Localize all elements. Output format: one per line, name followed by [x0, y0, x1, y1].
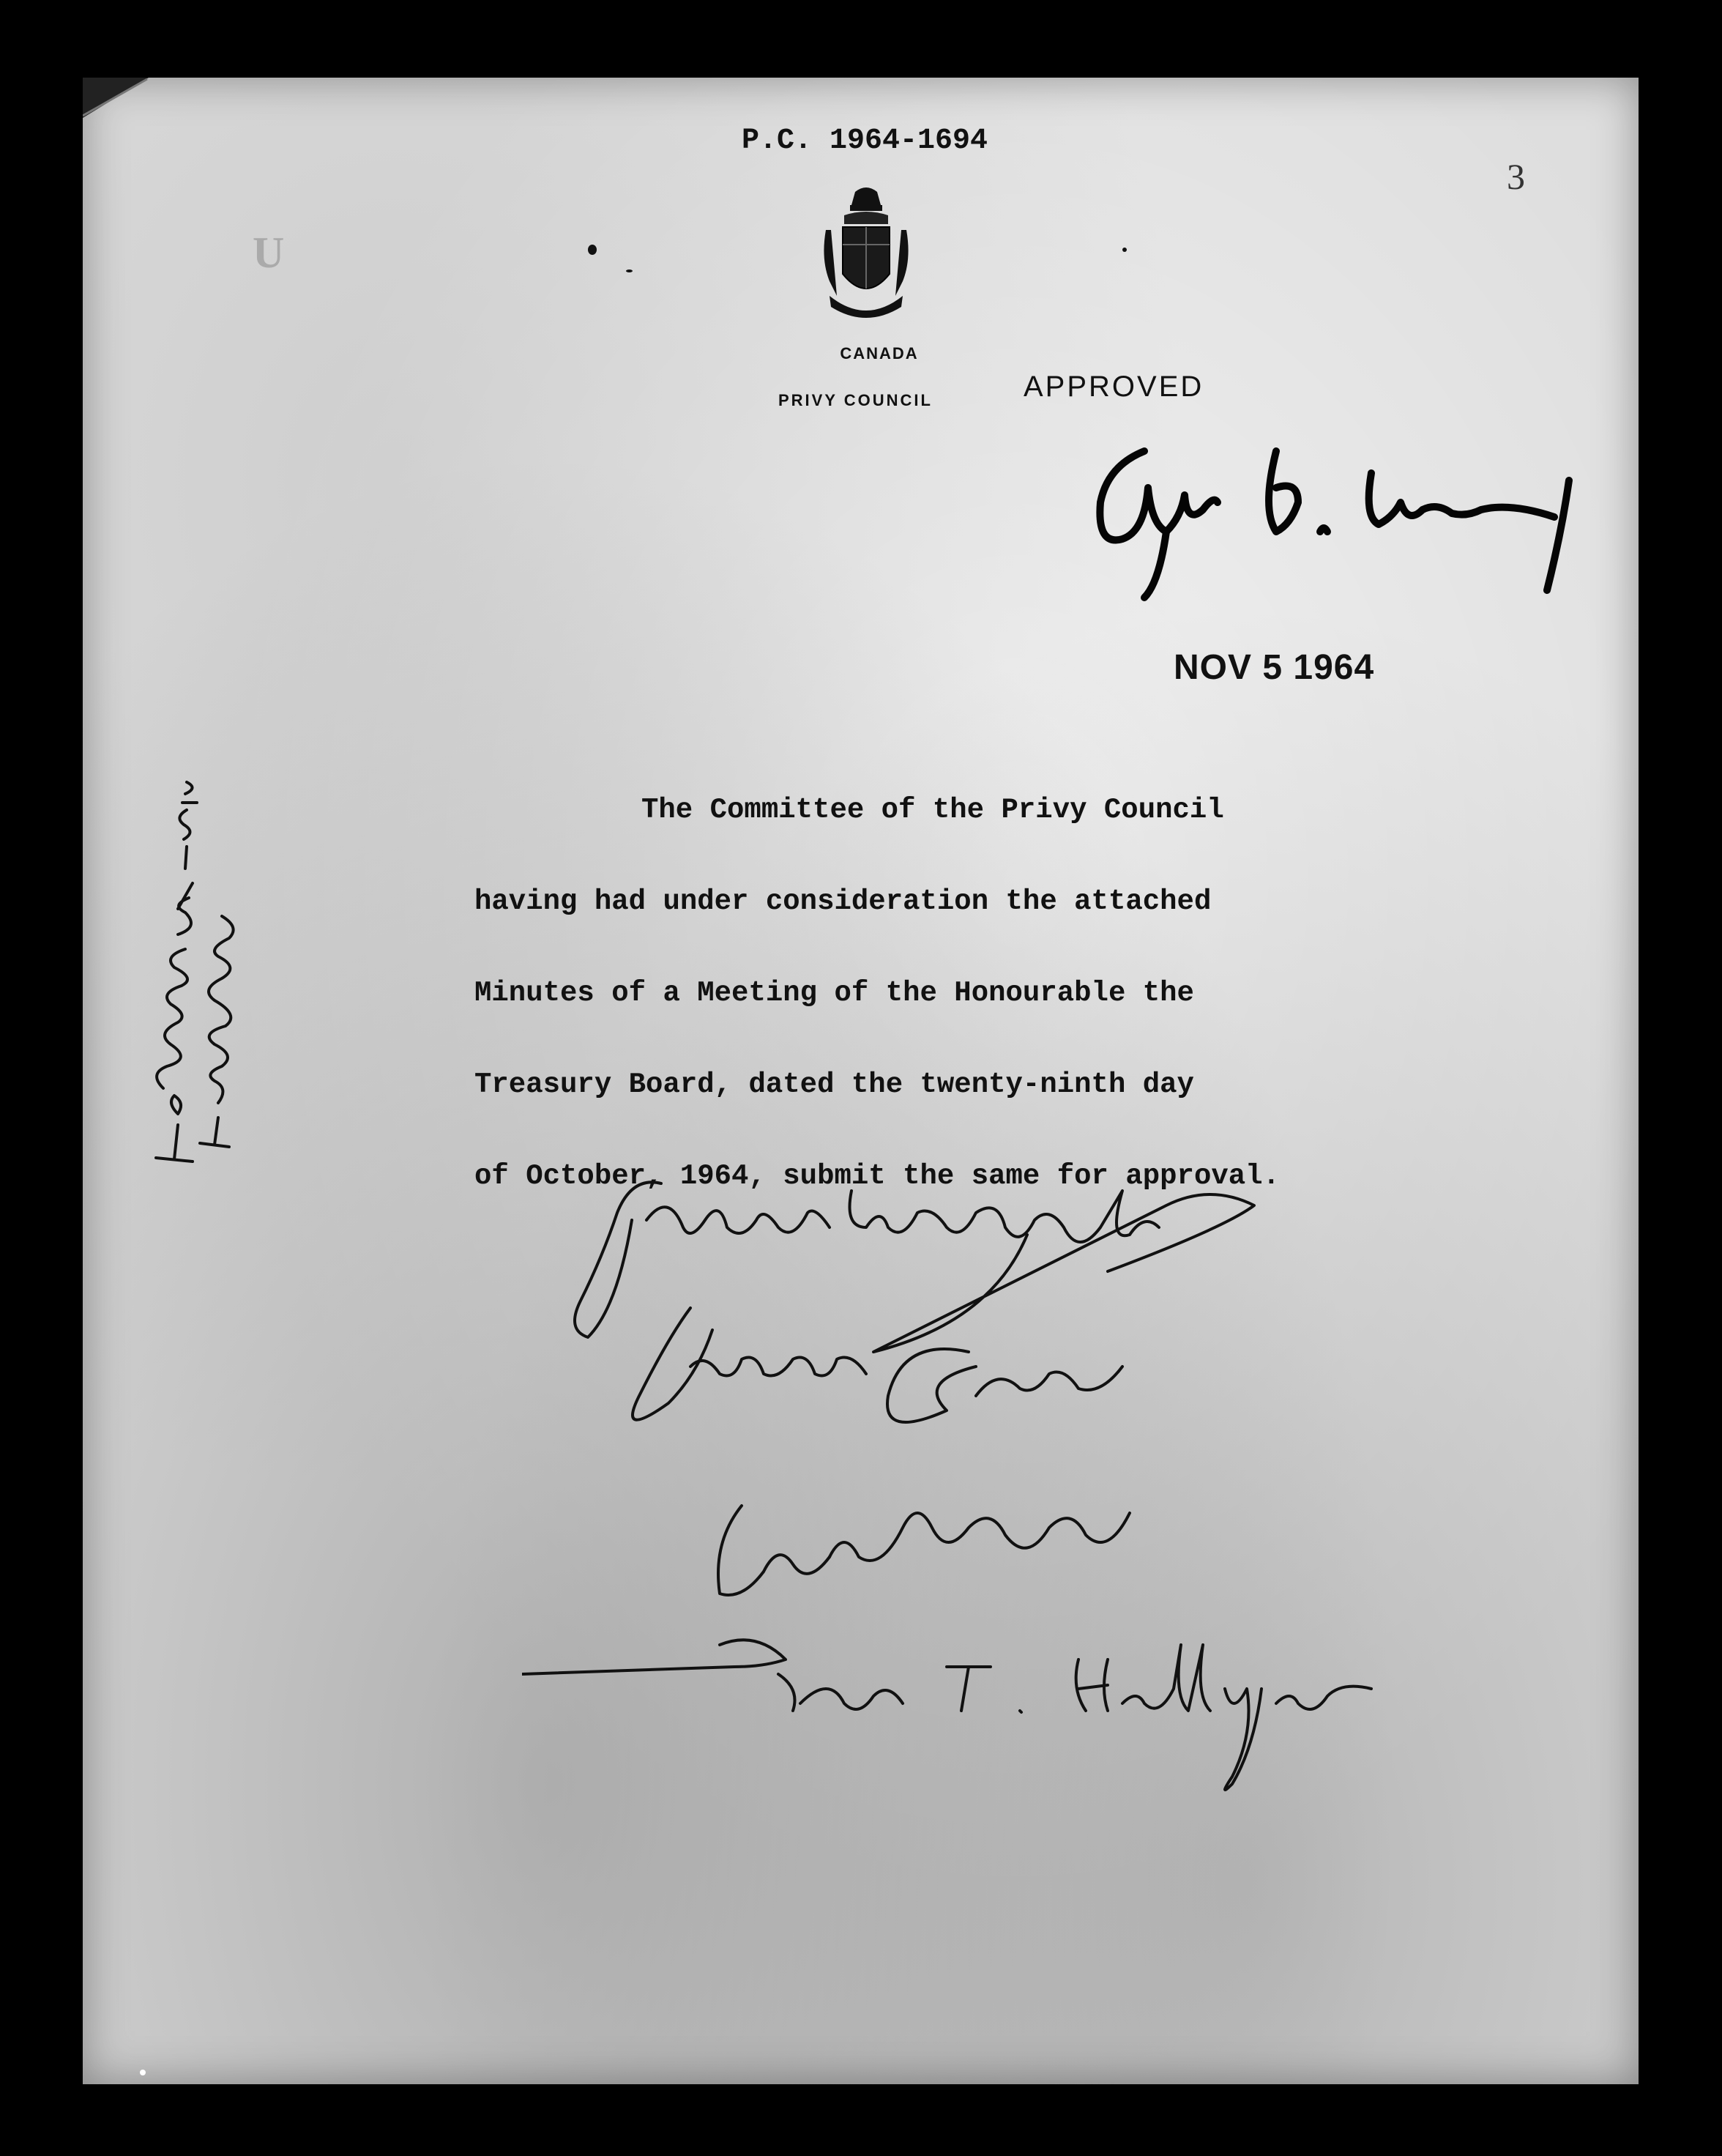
film-dot-mark	[140, 2070, 146, 2075]
body-text-line: The Committee of the Privy Council	[641, 794, 1224, 826]
bleed-through-mark: U	[253, 228, 285, 277]
body-text-line: Minutes of a Meeting of the Honourable the	[474, 977, 1194, 1009]
body-text-line: Treasury Board, dated the twenty-ninth day	[474, 1068, 1194, 1101]
letterhead-office: PRIVY COUNCIL	[778, 391, 933, 409]
document-page	[83, 78, 1639, 2084]
approval-date: NOV 5 1964	[1174, 648, 1375, 687]
coat-of-arms-icon	[815, 186, 917, 325]
ink-speck	[1122, 248, 1127, 252]
letterhead-country: CANADA	[840, 344, 919, 363]
body-text-line: having had under consideration the attached	[474, 885, 1212, 918]
page-number: 3	[1507, 156, 1525, 197]
handwritten-margin-note	[105, 781, 251, 1176]
page-corner-fold	[83, 78, 149, 122]
ink-speck	[588, 245, 597, 255]
minister-signatures	[522, 1161, 1562, 1894]
approved-stamp: APPROVED	[1024, 371, 1204, 403]
body-text-line: of October, 1964, submit the same for approval.	[474, 1160, 1280, 1192]
ink-speck	[626, 270, 633, 272]
order-in-council-number: P.C. 1964-1694	[742, 124, 988, 157]
approval-signature	[1056, 422, 1613, 612]
